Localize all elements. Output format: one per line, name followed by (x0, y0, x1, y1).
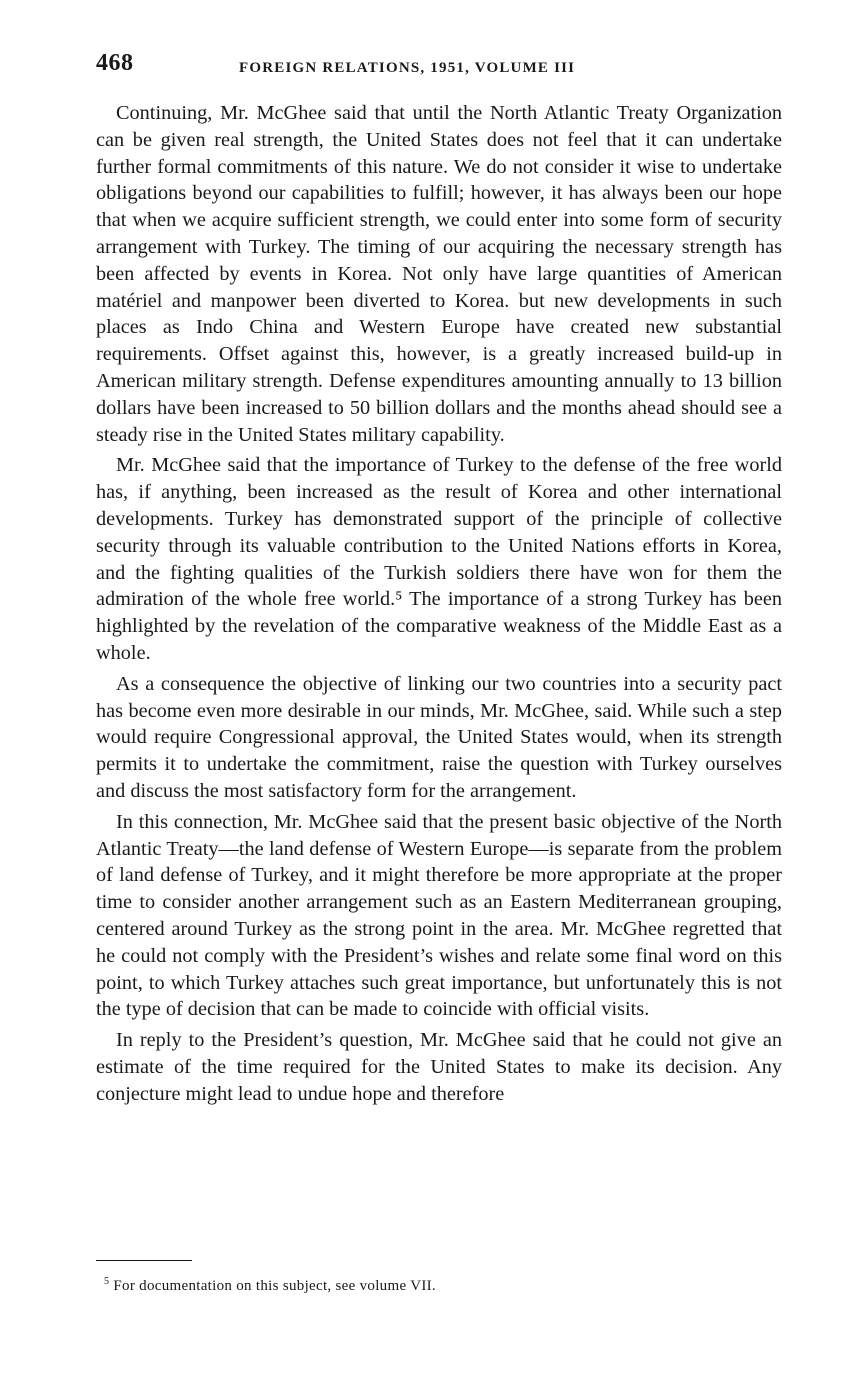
footnote-marker: 5 (104, 1276, 110, 1287)
page-number: 468 (96, 50, 134, 76)
footnote (104, 1276, 436, 1295)
footnote-text: For documentation on this subject, see volume VII. (113, 1278, 436, 1294)
paragraph: In reply to the President’s question, Mr. McGhee said that he could not give an estimate of the time required for the United States to make its decision. Any conjecture might lead to undue hope and therefore (96, 1029, 782, 1105)
page-header (96, 50, 786, 82)
body-text (96, 100, 782, 1111)
paragraph: Mr. McGhee said that the importance of Turkey to the defense of the free world has, if anything, been increased as the result of Korea and other international developments. Turkey has demonstrated support of the principle of collective security through its valuable contribution to the United Nations efforts in Korea, and the fighting qualities of the Turkish soldiers there have won for them the admiration of the whole free world.⁵ The importance of a strong Turkey has been highlighted by the revelation of the comparative weakness of the Middle East as a whole. (96, 454, 782, 664)
paragraph: Continuing, Mr. McGhee said that until the North Atlantic Treaty Organization can be given real strength, the United States does not feel that it can undertake further formal commitments of this nature. We do not consider it wise to undertake obligations beyond our capabilities to fulfill; however, it has always been our hope that when we acquire sufficient strength, we could enter into some form of security arrangement with Turkey. The timing of our acquiring the necessary strength has been affected by events in Korea. Not only have large quantities of American matériel and manpower been diverted to Korea. but new developments in such places as Indo China and Western Europe have created new substantial requirements. Offset against this, however, is a greatly increased build-up in American military strength. Defense expenditures amounting annually to 13 billion dollars have been increased to 50 billion dollars and the months ahead should see a steady rise in the United States military capability. (96, 102, 782, 446)
running-head: FOREIGN RELATIONS, 1951, VOLUME III (239, 60, 576, 76)
paragraph: As a consequence the objective of linking our two countries into a security pact has become even more desirable in our minds, Mr. McGhee, said. While such a step would require Congressional approval, the United States would, when its strength permits it to undertake the commitment, raise the question with Turkey ourselves and discuss the most satisfactory form for the arrangement. (96, 672, 782, 802)
paragraph: In this connection, Mr. McGhee said that the present basic objective of the North Atlantic Treaty—the land defense of Western Europe—is separate from the problem of land defense of Turkey, and it might therefore be more appropriate at the proper time to consider another arrangement such as an Eastern Mediterranean grouping, centered around Turkey as the strong point in the area. Mr. McGhee regretted that he could not comply with the President’s wishes and relate some final word on this point, to which Turkey attaches such great importance, but unfortunately this is not the type of decision that can be made to coincide with official visits. (96, 810, 782, 1021)
footnote-divider (96, 1260, 192, 1261)
